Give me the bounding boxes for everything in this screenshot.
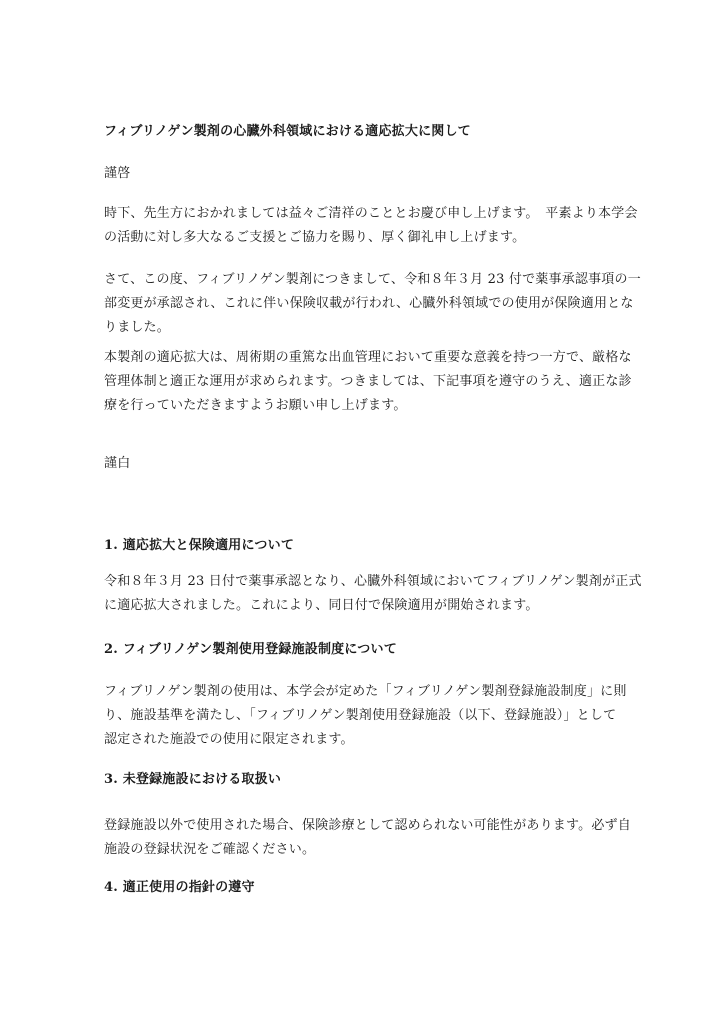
salutation-open: 謹啓 xyxy=(104,166,131,181)
paragraph-line: りました。 xyxy=(104,320,171,335)
paragraph-line: の活動に対し多大なるご支援とご協力を賜り、厚く御礼申し上げます。 xyxy=(104,230,526,245)
paragraph-line: り、施設基準を満たし、「フィブリノゲン製剤使用登録施設（以下、登録施設）」として xyxy=(104,708,617,723)
paragraph-line: 本製剤の適応拡大は、周術期の重篤な出血管理において重要な意義を持つ一方で、厳格な xyxy=(104,350,632,365)
paragraph-line: に適応拡大されました。これにより、同日付で保険適用が開始されます。 xyxy=(104,598,539,613)
section-heading-1: 1. 適応拡大と保険適用について xyxy=(104,538,295,553)
paragraph-line: 管理体制と適正な運用が求められます。つきましては、下記事項を遵守のうえ、適正な診 xyxy=(104,374,632,389)
paragraph-line: 認定された施設での使用に限定されます。 xyxy=(104,732,354,747)
paragraph-line: 時下、先生方におかれましては益々ご清祥のこととお慶び申し上げます。 平素より本学会 xyxy=(104,206,638,221)
paragraph-line: 令和８年３月 23 日付で薬事承認となり、心臓外科領域においてフィブリノゲン製剤が正式 xyxy=(104,574,642,589)
paragraph-line: 施設の登録状況をご確認ください。 xyxy=(104,842,316,857)
paragraph-line: 療を行っていただきますようお願い申し上げます。 xyxy=(104,398,407,413)
section-heading-3: 3. 未登録施設における取扱い xyxy=(104,772,282,787)
intro-paragraph-3 xyxy=(104,346,634,418)
section-body-2 xyxy=(104,680,634,752)
section-body-1 xyxy=(104,570,642,618)
paragraph-line: フィブリノゲン製剤の使用は、本学会が定めた「フィブリノゲン製剤登録施設制度」に則 xyxy=(104,684,627,699)
salutation-close: 謹白 xyxy=(104,456,131,471)
section-heading-2: 2. フィブリノゲン製剤使用登録施設制度について xyxy=(104,642,397,657)
section-body-3 xyxy=(104,814,634,862)
document-title: フィブリノゲン製剤の心臓外科領域における適応拡大に関して xyxy=(104,124,471,139)
paragraph-line: 部変更が承認され、これに伴い保険収載が行われ、心臓外科領域での使用が保険適用とな xyxy=(104,296,634,311)
paragraph-line: 登録施設以外で使用された場合、保険診療として認められない可能性があります。必ず自 xyxy=(104,818,631,833)
intro-paragraph-1 xyxy=(104,202,638,250)
intro-paragraph-2 xyxy=(104,268,641,340)
paragraph-line: さて、この度、フィブリノゲン製剤につきまして、令和８年３月 23 付で薬事承認事項の一 xyxy=(104,272,641,287)
section-heading-4: 4. 適正使用の指針の遵守 xyxy=(104,880,255,895)
